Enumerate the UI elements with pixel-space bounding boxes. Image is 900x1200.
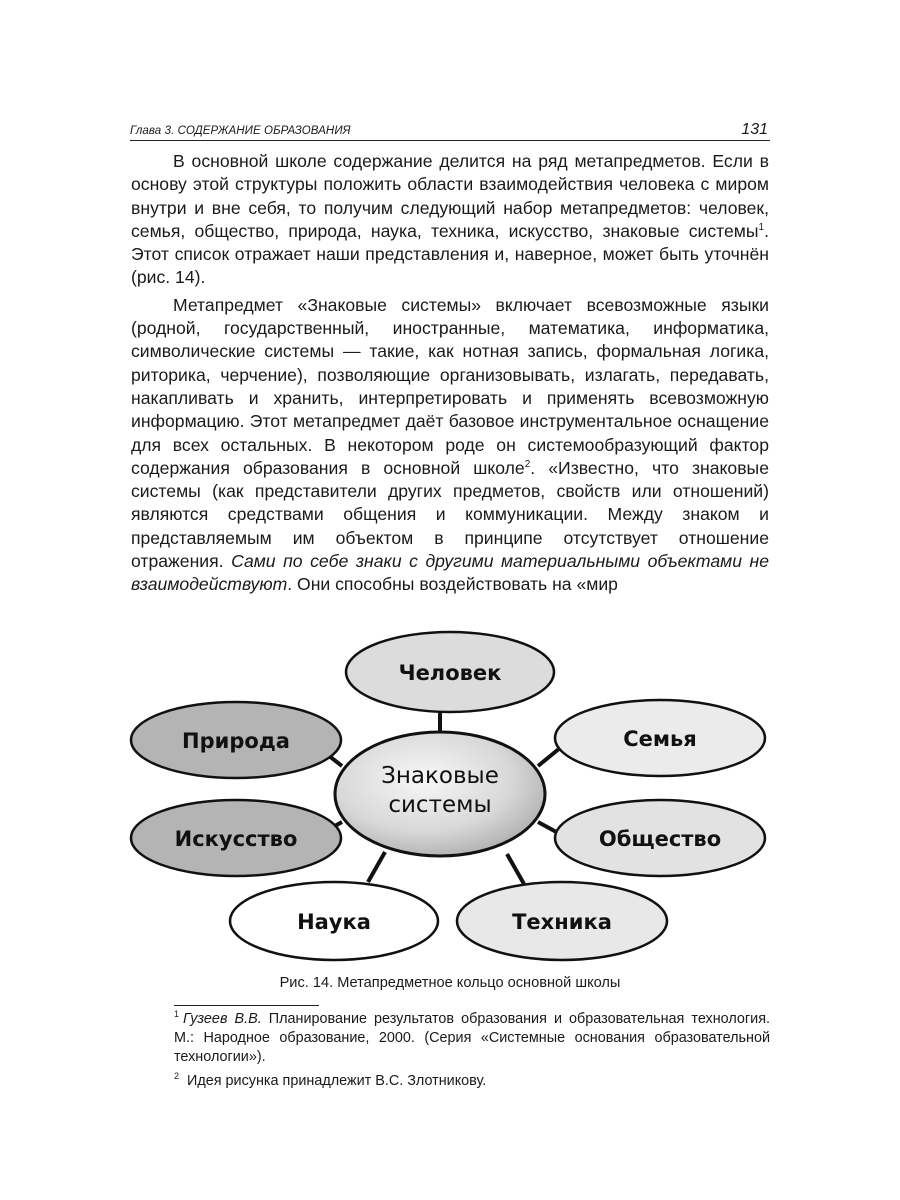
paragraph-2 xyxy=(131,294,769,597)
connector-tekhnika xyxy=(507,854,524,884)
metasubject-ring-diagram xyxy=(120,628,780,968)
footnote-1-mark: 1 xyxy=(174,1009,180,1020)
node-nauka xyxy=(230,882,438,960)
footnote-2-mark: 2 xyxy=(174,1071,180,1082)
running-head xyxy=(130,118,770,141)
connector-semya xyxy=(538,748,560,766)
footnote-1-author: Гузеев В.В. xyxy=(183,1011,262,1027)
node-center xyxy=(335,732,545,856)
node-center-label-line1: Знаковые xyxy=(381,763,499,789)
footnote-2-text: Идея рисунка принадлежит В.С. Злотникову. xyxy=(187,1073,487,1089)
page-number: 131 xyxy=(741,121,768,138)
node-tekhnika xyxy=(457,882,667,960)
node-tekhnika-label: Техника xyxy=(512,910,612,934)
node-chelovek xyxy=(346,632,554,712)
connector-nauka xyxy=(368,852,385,882)
paragraph-2-italic: Сами по себе знаки с другими материальными объектами не взаимодействуют xyxy=(131,551,769,595)
body-text xyxy=(131,150,769,601)
figure-caption: Рис. 14. Метапредметное кольцо основной школы xyxy=(279,975,621,991)
footnote-ref-2: 2 xyxy=(524,459,531,470)
node-priroda xyxy=(131,702,341,778)
node-priroda-label: Природа xyxy=(182,729,290,753)
paragraph-1-text: В основной школе содержание делится на ряд метапредметов. Если в основу этой структуры положить области взаимодействия человека с миром внутри и вне себя, то получим следующий набор метапредметов: человек, семья, общество, природа, наука, техника, искусство, знаковые системы xyxy=(131,151,769,241)
paragraph-2-cont: . «Известно, что знаковые системы (как представители других предметов, свойств или отношений) являются средствами общения и коммуникации. Между знаком и представляемым им объектом в принципе отсутствует отношение отражения. xyxy=(131,457,769,572)
node-iskusstvo-label: Искусство xyxy=(174,827,298,851)
paragraph-2-tail: . Они способны воздействовать на «мир xyxy=(287,574,618,595)
footnote-2 xyxy=(174,1072,770,1091)
node-nauka-label: Наука xyxy=(297,910,371,934)
footnote-1-text: Планирование результатов образования и образовательная технология. М.: Народное образование, 2000. (Серия «Системные основания образовательной технологии»). xyxy=(174,1011,770,1065)
node-obshchestvo-label: Общество xyxy=(598,827,722,851)
paragraph-2-text: Метапредмет «Знаковые системы» включает всевозможные языки (родной, государственный, иностранные, математика, информатика, символические системы — такие, как нотная запись, формальная логика, риторика, черчение), позволяющие организовывать, излагать, передавать, накапливать и хранить, интерпретировать и применять всевозможную информацию. Этот метапредмет даёт базовое инструментальное оснащение для всех остальных. В некотором роде он системообразующий фактор содержания образования в основной школе xyxy=(131,294,769,478)
node-center-label-line2: системы xyxy=(388,792,492,818)
node-semya xyxy=(555,700,765,776)
figure-14 xyxy=(120,628,780,968)
footnote-rule xyxy=(174,1005,319,1006)
paragraph-1 xyxy=(131,150,769,290)
node-iskusstvo xyxy=(131,800,341,876)
node-semya-label: Семья xyxy=(623,727,697,751)
node-obshchestvo xyxy=(555,800,765,876)
footnote-ref-1: 1 xyxy=(758,222,765,234)
footnotes xyxy=(174,1010,770,1096)
paragraph-1-tail: . Этот список отражает наши представления и, наверное, может быть уточнён (рис. 14). xyxy=(131,220,769,288)
footnote-1 xyxy=(174,1010,770,1067)
node-chelovek-label: Человек xyxy=(398,661,502,685)
chapter-title: Глава 3. СОДЕРЖАНИЕ ОБРАЗОВАНИЯ xyxy=(130,125,351,137)
